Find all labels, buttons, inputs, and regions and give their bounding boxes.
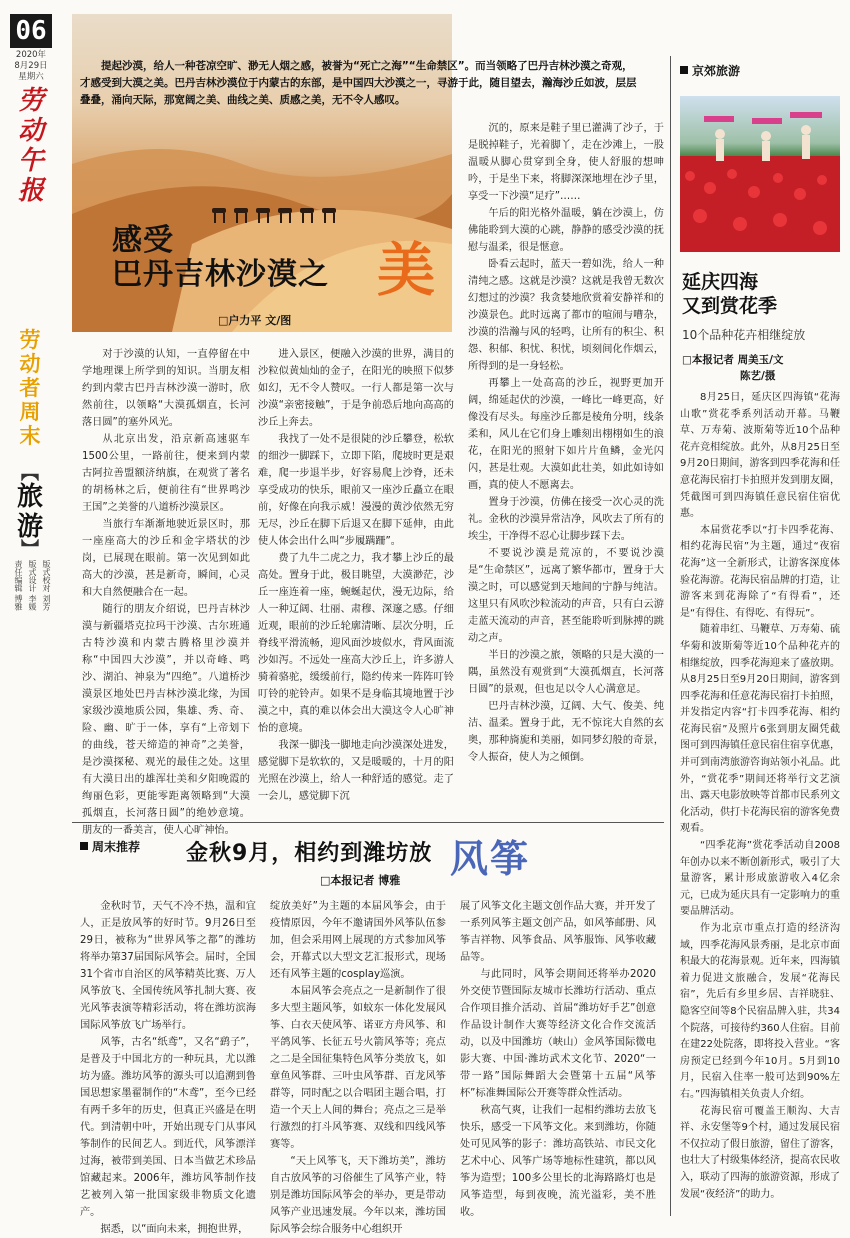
editor-credits	[8, 560, 56, 611]
right-article-body	[680, 390, 840, 1216]
paragraph: 再攀上一处高高的沙丘，视野更加开阔，绵延起伏的沙漠，一峰比一峰更高，好像没有尽头。每座沙丘都是棱角分明，线条柔和，风儿在它们身上雕刻出栩栩如生的浪花，在阳光的照射下如片片鱼鳞，金光闪闪，甚是壮观。大漠如此壮美，如此如诗如画，真的使人不愿离去。	[468, 378, 664, 491]
paragraph: 我深一脚浅一脚地走向沙漠深处进发，感觉脚下是软软的，又是暖暖的，十月的阳光照在沙漠上，给人一种舒适的感觉。走了一会儿，感觉脚下沉	[258, 740, 454, 802]
paragraph: 据悉，以“面向未来，拥抱世界，	[100, 1224, 249, 1235]
right-section-label: 京郊旅游	[680, 62, 740, 79]
paragraph: 当旅行车渐渐地驶近景区时，那一座座高大的沙丘和金字塔状的沙岗，已展现在眼前。第一次见到如此高大的沙漠，甚是新奇，瞬间，心灵和大自然便融合在一起。	[82, 519, 250, 598]
flower-field-photo	[680, 96, 840, 252]
paragraph: 与此同时，风筝会期间还将举办2020外交使节暨国际友城市长潍坊行活动、重点合作项目推介活动、首届“潍坊好手艺”创意作品设计制作大赛等经济文化合作交流活动，以及中国潍坊（峡山）金风筝国际微电影大赛、中国·潍坊武术文化节、2020“一带一路”国际舞蹈大会暨第十五届“风筝杯”标准舞国际公开赛等群众性活动。	[460, 969, 656, 1099]
paragraph: “四季花海”赏花季活动自2008年创办以来不断创新形式，吸引了大量游客，累计形成旅游收入4亿余元，已成为延庆具有一定影响力的重要品牌活动。	[680, 840, 840, 918]
paragraph: 卧看云起时，蓝天一碧如洗，给人一种清纯之感。这就是沙漠？这就是我曾无数次幻想过的沙漠？我贪婪地欣赏着安静祥和的沙漠景色。此时远离了都市的喧闹与嘈杂，沙漠的浩瀚与风的轻鸣，让所有的积尘、积怨、积郁、积忧、积忧，顷刻间化作烟云，所得到的是一身轻松。	[468, 259, 664, 372]
paragraph: 作为北京市重点打造的经济沟域，四季花海风景秀丽，是北京市面积最大的花海景观。近年来，四海镇着力促进文旅融合，发展“花海民宿”，先后有乡里乡居、吉祥晓驻、隐客空间等8个民宿品牌入驻，共34个院落，可接待约360人住宿。目前在建22处院落，即将投入营业。“客房预定已经到今年10月。5月到10月，民宿入住率一般可达到90%左右。”四海镇相关负责人介绍。	[680, 923, 840, 1100]
column-divider	[670, 56, 671, 1216]
paragraph: 金秋时节，天气不冷不热，温和宜人，正是放风筝的好时节。9月26日至29日，被称为“世界风筝之都”的潍坊将举办第37届国际风筝会。届时，全国31个省市自治区的风筝精英比赛、万人风筝放飞、全国传统风筝扎制大赛、夜光风筝表演等精彩活动，将在潍坊滨海国际风筝放飞广场举行。	[80, 901, 256, 1031]
section-tab	[12, 463, 48, 560]
kite-column-1	[80, 898, 256, 1235]
paragraph: 置身于沙漠，仿佛在接受一次心灵的洗礼。金秋的沙漠异常洁净，风吹去了所有的埃尘，干净得不忍心让脚步踩下去。	[468, 497, 664, 542]
kite-title: 金秋9月，相约到潍坊放	[186, 841, 433, 866]
paragraph: 巴丹吉林沙漠，辽阔、大气、俊美、纯洁、温柔。置身于此，无不惊诧大自然的玄奥，那种旖旎和美丽，如同梦幻般的奇景，令人振奋，使人为之倾倒。	[468, 701, 664, 763]
right-byline-writer: □本报记者 周美玉/文	[682, 354, 784, 366]
paragraph: 费了九牛二虎之力，我才攀上沙丘的最高处。置身于此，极目眺望，大漠渺茫，沙丘一座连着一座，蜿蜒起伏，漫无边际，给人一种辽阔、壮丽、肃穆、深邃之感。仔细近观，眼前的沙丘轮廓清晰、层次分明，丘脊线平滑流畅，迎风面沙坡似水，背风面流沙如泻。不远处一座高大沙丘上，许多游人骑着骆驼，缓缓前行，隐约传来一阵阵叮铃叮铃的驼铃声。如果不是身临其境地置于沙漠之中，真的难以体会出大漠这令人心旷神怡的意境。	[258, 553, 454, 734]
paragraph: 从北京出发，沿京新高速驱车1500公里，一路前往，便来到内蒙古阿拉善盟额济纳旗，在观赏了著名的胡杨林之后，便前往有“世界鸣沙王国”之美誉的八道桥沙漠景区。	[82, 434, 250, 513]
section-name: 旅游	[16, 482, 43, 542]
date-year: 2020年	[15, 50, 47, 60]
lead-intro: 提起沙漠，给人一种苍凉空旷、渺无人烟之感，被誉为“死亡之海”“生命禁区”。而当领略了巴丹吉林沙漠之奇观，才感受到大漠之美。巴丹吉林沙漠位于内蒙古的东部，是中国四大沙漠之一，寻游于此，随目望去，瀚海沙丘如波，层层叠叠，涌向天际，那宽阔之美、曲线之美、质感之美，无不令人感叹。	[80, 60, 637, 106]
weekly-name: 劳动者周末	[19, 328, 41, 448]
lead-title-accent: 美	[376, 236, 435, 304]
date-day: 8月29日	[14, 61, 48, 71]
kite-byline: □本报记者 博雅	[320, 874, 401, 887]
paragraph: 本届风筝会亮点之一是新制作了很多大型主题风筝，如蚊东一体化发展风筝、白衣天使风筝、诺亚方舟风筝、和平鸽风筝、长征五号火箭风筝等；亮点之二是全国征集特色风筝分类放飞，如章鱼风筝群、三叶虫风筝群、百龙风筝群等，同时配之以合唱团主题合唱，打造一个天上人间的舞台；亮点之三是举行激烈的打斗风筝赛、双线和四线风筝赛等。	[270, 986, 446, 1150]
newspaper-masthead: 劳动午报	[17, 86, 44, 206]
credit-proofreader: 版式校对 刘芳	[42, 560, 51, 611]
paragraph: 沉的，原来是鞋子里已灌满了沙子，于是脱掉鞋子，光着脚丫，走在沙滩上，一股温暖从脚心贯穿到全身，使人舒服的想呻吟，于是坐下来，将脚深深地埋在沙子里，享受一下沙漠“足疗”……	[468, 123, 664, 202]
paragraph: 午后的阳光格外温暖，躺在沙漠上，仿佛能聆到大漠的心跳，静静的感受沙漠的抚慰与温柔，很是惬意。	[468, 208, 664, 253]
paragraph: 本届赏花季以“打卡四季花海、相约花海民宿”为主题，通过“夜宿花海”这一全新形式，让游客深度体验花海游。花海民宿品牌的打造，让游客来到花海除了“有得看”，还是“有得住、有得吃、有得玩”。	[680, 524, 840, 619]
lead-title-line1: 感受	[112, 223, 174, 258]
paragraph: 8月25日，延庆区四海镇“花海山歌”赏花季系列活动开幕。马鞭草、万寿菊、波斯菊等近10个品种花卉竞相绽放。此外，从8月25日至9月20日期间，游客到四季花海和任意花海民宿打卡拍照并发到朋友圈，凭截图可到四海镇任意民宿住宿优惠。	[680, 392, 840, 520]
paragraph: 对于沙漠的认知，一直停留在中学地理课上所学到的知识。当朋友相约到内蒙古巴丹吉林沙漠一游时，欣然前往，以领略“大漠孤烟直，长河落日圆”的塞外风光。	[82, 349, 250, 428]
paragraph: 进入景区，便融入沙漠的世界，满目的沙粒似黄灿灿的金子，在阳光的映照下似梦如幻，无不令人赞叹。一行人都是第一次与沙漠“亲密接触”，于是争前恐后地向高高的沙丘上奔去。	[258, 349, 454, 428]
credit-editor: 责任编辑 博雅	[14, 560, 23, 611]
bracket-bottom-icon: ︼	[21, 539, 39, 560]
page-number: 06	[10, 14, 52, 48]
paragraph: 随着串红、马鞭草、万寿菊、硫华菊和波斯菊等近10个品种花卉的相继绽放，四季花海迎来了盛放期。从8月25日至9月20日期间，游客到四季花海和任意花海民宿打卡拍照，并发指定内容“打卡四季花海、相约花海民宿”及照片6张到朋友圈凭截图可到四海镇任意民宿住宿享优惠，并可到南湾旅游咨询站领小礼品。此外，“赏花季”期间还将举行文艺演出、露天电影放映等首都市民系列文化活动，供打卡花海民宿的游客免费观看。	[680, 624, 840, 835]
paragraph: 不要说沙漠是荒凉的，不要说沙漠是“生命禁区”，远离了繁华都市，置身于大漠之时，可以感觉到天地间的宁静与纯洁。这里只有风吹沙粒流动的声音，只有白云游走蓝天流动的声音，甚至能聆听到脉搏的跳动之声。	[468, 548, 664, 644]
lead-column-2	[258, 346, 454, 816]
bracket-top-icon: ︻	[21, 463, 39, 484]
flower-field-illustration	[680, 96, 840, 252]
lead-title-line2: 巴丹吉林沙漠之	[112, 257, 329, 292]
lead-column-3	[468, 120, 664, 816]
kite-title-accent: 风筝	[450, 837, 531, 881]
right-byline-photographer: 陈艺/摄	[740, 370, 776, 382]
right-title-line1: 延庆四海	[682, 271, 759, 293]
date-weekday: 星期六	[18, 72, 44, 82]
paragraph: 绽放美好”为主题的本届风筝会，由于疫情原因，今年不邀请国外风筝队伍参加，但会采用网上展现的方式参加风筝会，开幕式以大型文艺汇报形式，现场还有风筝主题的cosplay巡演。	[270, 901, 446, 980]
paragraph: 我找了一处不是很陡的沙丘攀登，松软的细沙一脚踩下，立即下陷，爬坡时更是艰难，爬一步退半步，好容易爬上沙脊，还未享受成功的快乐，眼前又一座沙丘矗立在眼前，好像在向我示威！漫漫的黄沙依然无穷无尽，沙丘在脚下后退又在脚下延伸，由此使人体会出什么叫“步履蹒跚”。	[258, 434, 454, 547]
kite-column-2	[270, 898, 446, 1235]
kite-column-3	[460, 898, 656, 1218]
issue-date	[6, 50, 56, 83]
paragraph: 风筝，古名“纸鸢”，又名“鹞子”，是普及于中国北方的一种玩具，尤以潍坊为盛。潍坊风筝的源头可以追溯到鲁国思想家墨翟制作的“木鸢”，至今已经有两千多年的历史，但真正兴盛是在明代。到清朝中叶，开始出现专门从事风筝制作的民间艺人。到近代，风筝漂洋过海，被带到美国、日本当做艺术珍品馆藏起来。2006年，潍坊风筝制作技艺被列入第一批国家级非物质文化遗产。	[80, 1037, 256, 1218]
credit-designer: 版式设计 李媛	[28, 560, 37, 611]
lead-column-1	[82, 346, 250, 836]
paragraph: 花海民宿可覆盖王顺沟、大吉祥、永安堡等9个村，通过发展民宿不仅拉动了假日旅游，留住了游客，也壮大了村级集体经济，提高农民收入，联动了四海的旅游资源，形成了发展“夜经济”的助力。	[680, 1105, 840, 1200]
paragraph: 半日的沙漠之旅，领略的只是大漠的一隅，虽然没有观赏到“大漠孤烟直，长河落日圆”的景观，但也足以令人心满意足。	[468, 650, 664, 695]
right-byline	[682, 352, 832, 384]
paragraph: “天上风筝飞，天下潍坊美”，潍坊自古放风筝的习俗催生了风筝产业，特别是潍坊国际风筝会的举办，更是带动风筝产业迅速发展。今年以来，潍坊国际风筝会综合服务中心组织开	[270, 1156, 446, 1235]
lead-byline: □户力平 文/图	[218, 314, 292, 327]
kite-section-label: 周末推荐	[80, 838, 140, 855]
right-subtitle: 10个品种花卉相继绽放	[682, 328, 806, 342]
paragraph: 展了风筝文化主题文创作品大赛，并开发了一系列风筝主题文创产品，如风筝邮册、风筝吉祥物、风筝食品、风筝服饰、风筝收藏品等。	[460, 901, 656, 963]
paragraph: 随行的朋友介绍说，巴丹吉林沙漠与新疆塔克拉玛干沙漠、古尔班通古特沙漠和内蒙古腾格里沙漠并称“中国四大沙漠”，并以奇峰、鸣沙、湖泊、神泉为“四绝”。八道桥沙漠景区地处巴丹吉林沙漠北缘，为国家级沙漠地质公园，集雄、秀、奇、险、幽、旷于一体，享有“上帝划下的曲线，苍天缔造的神奇”之美誉，是沙漠探秘、观光的最佳之处。这里有大漠日出的雄浑壮美和夕阳晚霞的绚丽色彩，更能零距离领略到“大漠孤烟直，长河落日圆”的绝妙意境。朋友的一番美言，使人心旷神怡。	[82, 604, 250, 836]
story-divider	[72, 822, 664, 823]
right-title-line2: 又到赏花季	[682, 295, 778, 317]
paragraph: 秋高气爽，让我们一起相约潍坊去放飞快乐，感受一下风筝文化。来到潍坊，你随处可见风筝的影子：潍坊高铁站、市民文化艺术中心、风筝广场等地标性建筑，都以风筝为造型；100多公里长的北海路路灯也是风筝造型，每到夜晚，流光溢彩，美不胜收。	[460, 1105, 656, 1218]
